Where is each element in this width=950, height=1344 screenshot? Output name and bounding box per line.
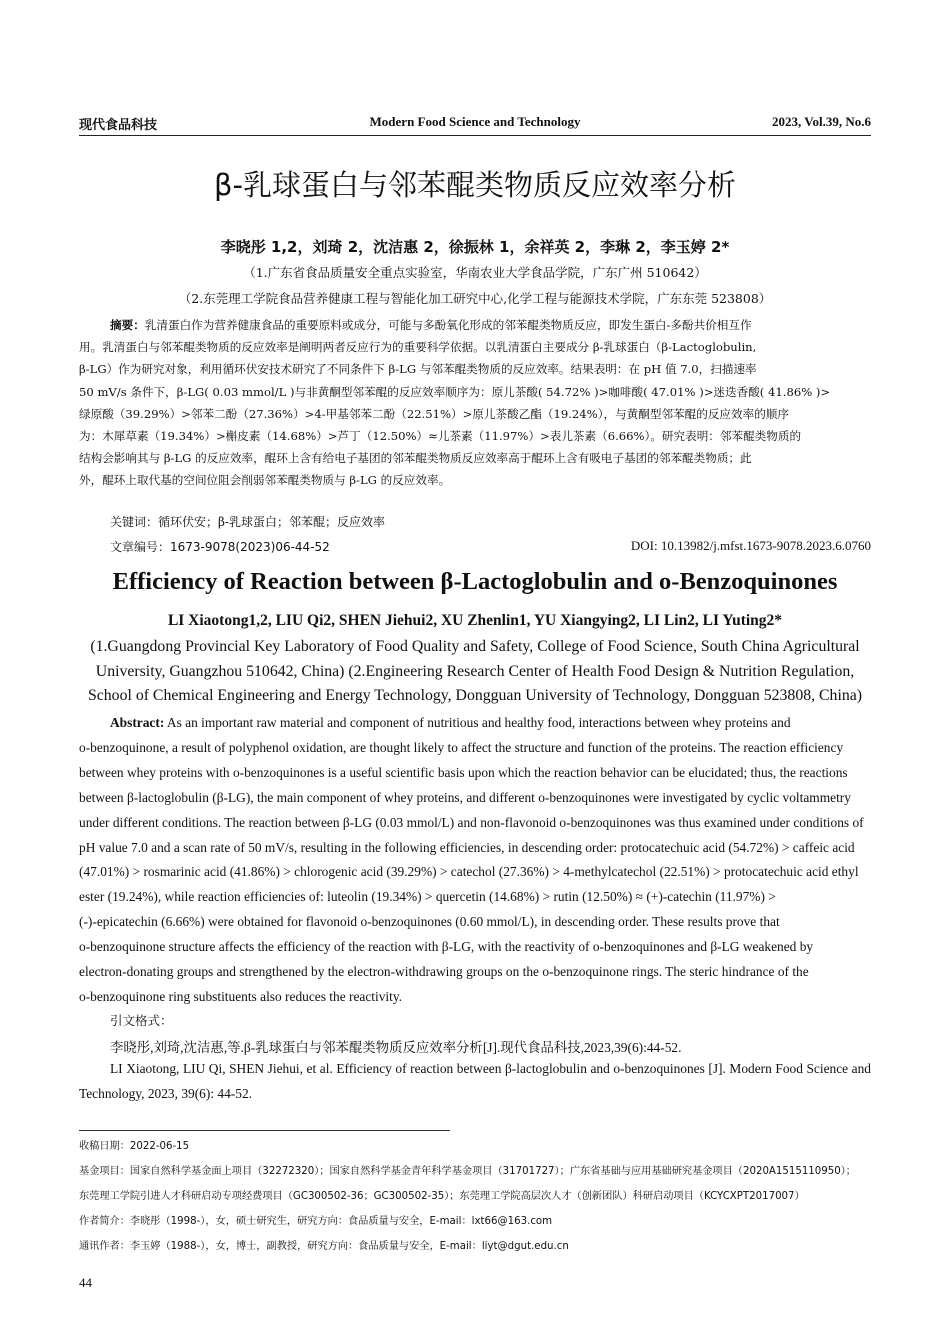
authors-cn: 李晓彤 1,2，刘琦 2，沈洁惠 2，徐振林 1，余祥英 2，李琳 2，李玉婷 2* — [220, 238, 730, 256]
journal-name-en: Modern Food Science and Technology — [369, 114, 581, 129]
citation-cn: 李晓彤,刘琦,沈洁惠,等.β-乳球蛋白与邻苯醌类物质反应效率分析[J].现代食品科技,2023,39(6):44-52. — [110, 1040, 682, 1055]
running-header — [79, 114, 871, 134]
affiliation-en-line: (1.Guangdong Provincial Key Laboratory of Food Quality and Safety, College of Food Science, South China Agricultural — [90, 638, 860, 655]
abstract-en-line: (-)-epicatechin (6.66%) were obtained for flavonoid o-benzoquinones (0.60 mmol/L), in descending order. These results prove that — [79, 914, 780, 930]
footnote-received: 收稿日期：2022-06-15 — [79, 1141, 190, 1152]
abstract-en-line: under different conditions. The reaction between β-LG (0.03 mmol/L) and non-flavonoid o-benzoquinones was thus examined under conditions of — [79, 814, 864, 830]
citation-en: LI Xiaotong, LIU Qi, SHEN Jiehui, et al. Efficiency of reaction between β-lactoglobulin and o-benzoquinones [J]. Modern Food Science and Technology, 2023, 39(6): 44-52. — [79, 1061, 871, 1101]
abstract-cn-line: 50 mV/s 条件下，β-LG( 0.03 mmol/L )与非黄酮型邻苯醌的反应效率顺序为：原儿茶酸( 54.72% )>咖啡酸( 47.01% )>迷迭香酸( 41.86% )> — [79, 384, 831, 399]
article-number-label: 文章编号： — [110, 540, 171, 554]
affiliation-cn-2: （2.东莞理工学院食品营养健康工程与智能化加工研究中心,化学工程与能源技术学院，广东东莞 523808） — [178, 291, 772, 306]
abstract-cn-line: 外，醌环上取代基的空间位阻会削弱邻苯醌类物质与 β-LG 的反应效率。 — [79, 473, 451, 488]
footnote-funding-2: 东莞理工学院引进人才科研启动专项经费项目（GC300502-36；GC300502-35）；东莞理工学院高层次人才（创新团队）科研启动项目（KCYCXPT2017007） — [79, 1191, 805, 1202]
header-rule — [79, 135, 871, 136]
footnote-author: 作者简介：李晓彤（1998-），女，硕士研究生，研究方向：食品质量与安全，E-mail：lxt66@163.com — [79, 1216, 553, 1227]
abstract-en-line: electron-donating groups and strengthened by the electron-withdrawing groups on the o-benzoquinone rings. The steric hindrance of the — [79, 964, 809, 980]
title-en: Efficiency of Reaction between β-Lactoglobulin and o-Benzoquinones — [112, 568, 838, 595]
doi: DOI: 10.13982/j.mfst.1673-9078.2023.6.0760 — [630, 538, 871, 553]
abstract-cn-line: 结构会影响其与 β-LG 的反应效率，醌环上含有给电子基团的邻苯醌类物质反应效率高于醌环上含有吸电子基团的邻苯醌类物质；此 — [79, 451, 752, 466]
abstract-en-line: (47.01%) > rosmarinic acid (41.86%) > chlorogenic acid (39.29%) > catechol (27.36%) > 4-methylcatechol (22.51%) > protocatechuic acid ethyl — [79, 864, 859, 880]
affiliation-en-line: School of Chemical Engineering and Energy Technology, Dongguan University of Technology, Dongguan 523808, China) — [87, 687, 863, 704]
abstract-en-line: between β-lactoglobulin (β-LG), the main component of whey proteins, and different o-benzoquinones were investigated by cyclic voltammetry — [79, 789, 851, 805]
affiliation-en — [79, 635, 871, 709]
footnote-funding-1: 基金项目：国家自然科学基金面上项目（32272320）；国家自然科学基金青年科学基金项目（31701727）；广东省基础与应用基础研究基金项目（2020A1515110950）； — [79, 1166, 856, 1177]
footnote-corresponding: 通讯作者：李玉婷（1988-），女，博士，副教授，研究方向：食品质量与安全，E-mail：liyt@dgut.edu.cn — [79, 1241, 569, 1252]
abstract-cn-line: β-LG）作为研究对象，利用循环伏安技术研究了不同条件下 β-LG 与邻苯醌类物质的反应效率。结果表明：在 pH 值 7.0，扫描速率 — [79, 362, 757, 377]
citation-label: 引文格式： — [110, 1013, 173, 1028]
journal-name-cn: 现代食品科技 — [79, 117, 158, 132]
abstract-cn-line: 摘要：乳清蛋白作为营养健康食品的重要原料或成分，可能与多酚氧化形成的邻苯醌类物质反应，即发生蛋白-多酚共价相互作 — [110, 318, 752, 332]
keywords-cn-text: 循环伏安；β-乳球蛋白；邻苯醌；反应效率 — [158, 515, 386, 529]
abstract-en-line: Abstract: As an important raw material and component of nutritious and healthy food, interactions between whey proteins and — [110, 715, 791, 730]
abstract-cn-line: 为：木犀草素（19.34%）>槲皮素（14.68%）>芦丁（12.50%）≈儿茶素（11.97%）>表儿茶素（6.66%）。研究表明：邻苯醌类物质的 — [79, 429, 802, 444]
page-number: 44 — [79, 1275, 92, 1290]
affiliation-en-line: University, Guangzhou 510642, China) (2.Engineering Research Center of Health Food Design & Nutrition Regulation, — [95, 662, 855, 680]
keywords-cn — [110, 513, 385, 530]
abstract-cn-line: 绿原酸（39.29%）>邻苯二酚（27.36%）>4-甲基邻苯二酚（22.51%）>原儿茶酸乙酯（19.24%），与黄酮型邻苯醌的反应效率的顺序 — [79, 406, 789, 421]
abstract-en-line: o-benzoquinone, a result of polyphenol oxidation, are thought likely to affect the structure and function of the proteins. The reaction efficiency — [79, 739, 844, 755]
abstract-en-line: ester (19.24%), while reaction efficiencies of: luteolin (19.34%) > quercetin (14.68%) > rutin (12.50%) ≈ (+)-catechin (11.97%) > — [79, 889, 776, 905]
abstract-en — [79, 711, 871, 1010]
abstract-en-line: o-benzoquinone ring substituents also reduces the reactivity. — [79, 988, 403, 1004]
issue-info: 2023, Vol.39, No.6 — [772, 114, 871, 129]
keywords-cn-label: 关键词： — [110, 515, 159, 529]
abstract-en-label: Abstract: — [110, 715, 165, 730]
abstract-cn-line: 用。乳清蛋白与邻苯醌类物质的反应效率是阐明两者反应行为的重要科学依据。以乳清蛋白主要成分 β-乳球蛋白（β-Lactoglobulin, — [79, 340, 757, 355]
authors-en: LI Xiaotong1,2, LIU Qi2, SHEN Jiehui2, XU Zhenlin1, YU Xiangying2, LI Lin2, LI Yuting2* — [167, 612, 783, 629]
abstract-cn-label: 摘要： — [110, 318, 145, 332]
abstract-cn — [79, 314, 871, 492]
title-cn: β-乳球蛋白与邻苯醌类物质反应效率分析 — [214, 168, 736, 202]
article-info — [110, 538, 871, 555]
article-number: 1673-9078(2023)06-44-52 — [170, 540, 330, 554]
affiliation-cn-1: （1.广东省食品质量安全重点实验室，华南农业大学食品学院，广东广州 510642） — [243, 265, 707, 280]
abstract-en-line: between whey proteins with o-benzoquinones is a useful scientific basis upon which the reaction behavior can be elucidated; thus, the reactions — [79, 764, 848, 780]
footnote-rule — [79, 1130, 450, 1131]
abstract-en-line: pH value 7.0 and a scan rate of 50 mV/s, resulting in the following efficiencies, in descending order: protocatechuic acid (54.72%) > caffeic acid — [79, 839, 855, 855]
abstract-en-line: o-benzoquinone structure affects the efficiency of the reaction with β-LG, with the reactivity of o-benzoquinones and β-LG weakened by — [79, 939, 814, 955]
